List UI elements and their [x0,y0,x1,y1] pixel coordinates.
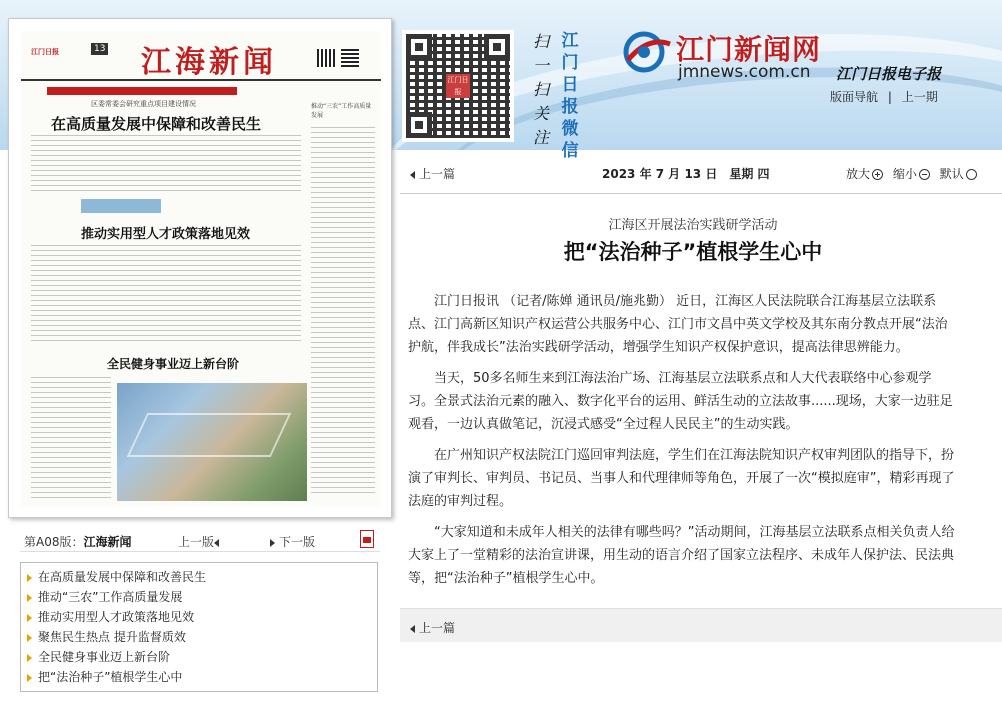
weixin-scan-text: 扫一扫关注 [532,32,549,147]
article-list-item[interactable] [27,647,377,667]
article-list-item[interactable] [27,587,377,607]
prev-article-link-bottom[interactable] [410,619,455,636]
qr-finder [406,34,432,60]
page-navigation [20,528,380,552]
article-list-label: 聚焦民生热点 提升监督质效 [38,630,186,644]
article [400,200,1002,608]
next-page-link[interactable] [266,533,315,550]
paper-headline-3[interactable]: 全民健身事业迈上新台阶 [107,357,240,371]
bullet-icon [27,634,32,642]
article-paragraph: 当天，50多名师生来到江海法治广场、江海基层立法联系点和人大代表联络中心参观学习。全景式法治元素的融入、数字化平台的运用、鲜活生动的立法故事......现场，大家一边驻足观看，一边认真做笔记，沉浸式感受“全过程人民民主”的生动实践。 [408,371,953,432]
qr-pattern [406,34,510,138]
paper-qr-icon [341,49,359,67]
article-paragraph: 在广州知识产权法院江门巡回审判法庭，学生们在江海法院知识产权审判团队的指导下，扮演了审判长、审判员、书记员、当事人和代理律师等角色，开展了一次“模拟庭审”，精彩再现了法庭的审判过程。 [408,448,955,509]
paper-edition-tag: 江门日报 [31,48,59,56]
zoom-controls [846,165,983,182]
article-bottom-bar [400,608,1002,642]
newspaper-page-image[interactable] [21,31,381,507]
article-list-item[interactable] [27,627,377,647]
prev-issue-link[interactable]: 上一期 [901,90,938,104]
paper-headline-1[interactable]: 在高质量发展中保障和改善民生 [51,115,262,133]
arrow-left-icon [214,539,219,547]
paper-headline-2[interactable]: 推动实用型人才政策落地见效 [81,227,251,242]
nav-separator: | [887,90,892,104]
paper-masthead: 江海新闻 [141,45,277,80]
zoom-default-button[interactable] [940,165,977,182]
prev-page-link[interactable] [178,533,223,550]
paper-banner-image [81,199,161,213]
zoom-in-button[interactable] [846,165,883,182]
article-list-label: 把“法治种子”植根学生心中 [38,670,183,684]
zoom-out-label: 缩小 [892,167,917,181]
paper-red-flag [47,87,237,95]
newspaper-page-frame [8,18,392,518]
article-toolbar [400,150,1002,194]
plus-icon [872,169,883,180]
article-body [408,290,956,598]
paper-photo [117,383,307,501]
arrow-left-icon [410,625,415,633]
bullet-icon [27,574,32,582]
arrow-left-icon [410,171,415,179]
minus-icon [919,169,930,180]
bullet-icon [27,594,32,602]
version-label [24,533,132,550]
paper-text-block [311,127,375,497]
article-list-label: 推动实用型人才政策落地见效 [38,610,195,624]
prev-article-link[interactable] [410,165,455,182]
radio-icon [966,169,977,180]
jmnews-logo-icon [622,30,674,74]
qr-logo: 江门日报 [447,76,469,96]
article-list-label: 在高质量发展中保障和改善民生 [38,570,207,584]
article-paragraph: 江门日报讯 （记者/陈婵 通讯员/施兆勤） 近日，江海区人民法院联合江海基层立法联系点、江门高新区知识产权运营公共服务中心、江门市文昌中英文学校及其东南分教点开展“法治护航，伴我成长”法治实践研学活动，增强学生知识产权保护意识，提高法律思辨能力。 [408,294,948,355]
article-subtitle: 江海区开展法治实践研学活动 [608,218,778,233]
article-list [20,562,378,692]
paper-text-block [31,135,301,195]
bullet-icon [27,674,32,682]
site-url: jmnews.com.cn [678,62,811,82]
arrow-right-icon [270,539,275,547]
qr-finder [484,34,510,60]
weixin-qr-code [402,30,514,142]
version-prefix: 第A08版： [24,535,84,549]
qr-finder [406,112,432,138]
version-name: 江海新闻 [83,535,132,549]
article-title: 把“法治种子”植根学生心中 [563,240,823,264]
bullet-icon [27,654,32,662]
paper-text-block [31,245,301,345]
pdf-icon[interactable] [360,530,374,548]
paper-header [21,31,381,81]
next-page-label: 下一版 [279,535,316,549]
issue-date: 2023 年 7 月 13 日 星期 四 [602,167,770,181]
article-list-item[interactable] [27,567,377,587]
zoom-in-label: 放大 [846,167,871,181]
paper-subhead: 区委常委会研究重点项目建设情况 [91,100,196,108]
brand-nav [830,88,938,105]
bullet-icon [27,614,32,622]
article-list-label: 推动“三农”工作高质量发展 [38,590,183,604]
article-list-item[interactable] [27,607,377,627]
prev-article-label: 上一篇 [419,621,456,635]
paper-qr-icon [317,49,335,67]
weixin-account-name: 江门日报微信 [561,31,579,161]
zoom-out-button[interactable] [893,165,930,182]
paper-side-column[interactable]: 推动“三农”工作高质量发展 [311,103,372,119]
prev-page-label: 上一版 [178,535,215,549]
zoom-default-label: 默认 [939,167,964,181]
article-list-label: 全民健身事业迈上新台阶 [38,650,171,664]
site-name: 江门新闻网 [676,33,822,66]
article-paragraph: “大家知道和未成年人相关的法律有哪些吗？”活动期间，江海基层立法联系点相关负责人给大家上了一堂精彩的法治宣讲课，用生动的语言介绍了国家立法程序、未成年人保护法、民法典等，把“法治种子”植根学生心中。 [408,525,955,586]
paper-page-number: 13 [91,43,108,55]
article-list-item[interactable] [27,667,377,687]
paper-text-block [31,377,111,501]
epaper-name: 江门日报电子报 [836,65,942,83]
prev-article-label: 上一篇 [419,167,456,181]
layout-nav-link[interactable]: 版面导航 [830,90,879,104]
